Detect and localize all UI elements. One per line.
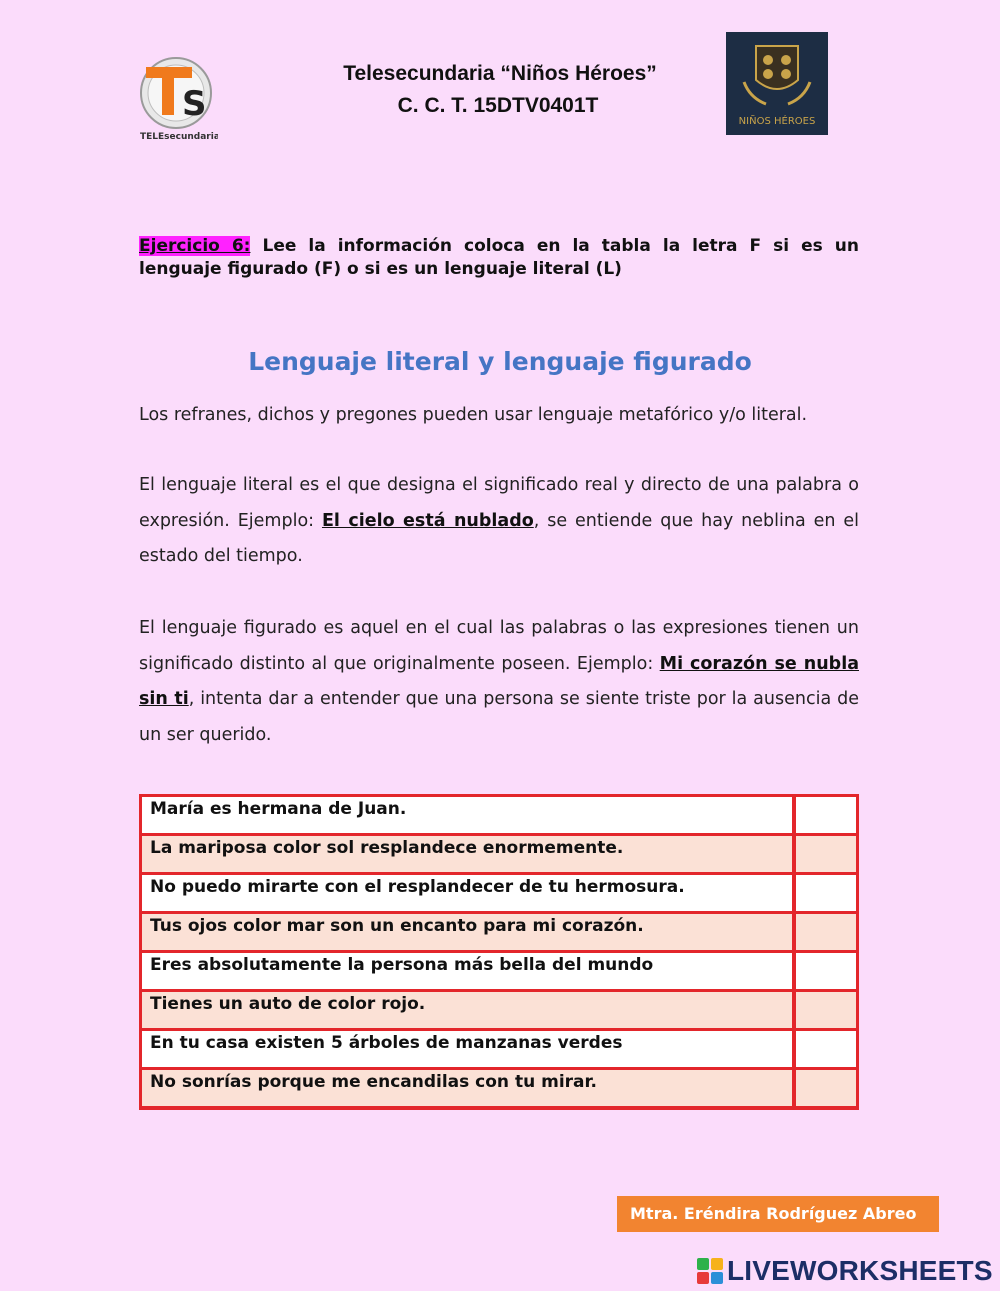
table-row <box>142 797 856 833</box>
answer-field[interactable] <box>796 875 856 911</box>
figurative-text-before: El lenguaje figurado es aquel en el cual las palabras o las expresiones tienen un significado distinto al que originalmente poseen. Ejemplo: <box>139 618 859 674</box>
table-row <box>142 1070 856 1106</box>
liveworksheets-icon <box>697 1258 723 1284</box>
liveworksheets-logo <box>697 1256 993 1286</box>
answer-field[interactable] <box>796 836 856 872</box>
exercise-instructions <box>139 235 859 281</box>
statement-text: En tu casa existen 5 árboles de manzanas verdes <box>142 1031 792 1067</box>
svg-text:TELEsecundaria: TELEsecundaria <box>140 132 218 142</box>
table-row <box>142 1031 856 1067</box>
exercise-label: Ejercicio 6: <box>139 236 251 256</box>
statement-text: No sonrías porque me encandilas con tu mirar. <box>142 1070 792 1106</box>
liveworksheets-brand: LIVEWORKSHEETS <box>727 1255 993 1286</box>
statement-text: Tienes un auto de color rojo. <box>142 992 792 1028</box>
table-row <box>142 836 856 872</box>
table-row <box>142 953 856 989</box>
literal-text-after: , se entiende que hay neblina en el estado del tiempo. <box>139 510 859 566</box>
intro-paragraph: Los refranes, dichos y pregones pueden usar lenguaje metafórico y/o literal. <box>139 405 808 425</box>
statement-text: María es hermana de Juan. <box>142 797 792 833</box>
school-name: Telesecundaria “Niños Héroes” <box>343 62 657 85</box>
figurative-example: Mi corazón se nubla sin ti <box>139 653 859 709</box>
instructions-text: Lee la información coloca en la tabla la letra F si es un lenguaje figurado (F) o si es un lenguaje literal (L) <box>139 236 859 279</box>
statement-text: Eres absolutamente la persona más bella del mundo <box>142 953 792 989</box>
exercise-table <box>139 794 859 1110</box>
statement-text: La mariposa color sol resplandece enormemente. <box>142 836 792 872</box>
literal-paragraph <box>139 468 859 575</box>
answer-field[interactable] <box>796 1031 856 1067</box>
answer-field[interactable] <box>796 914 856 950</box>
school-cct: C. C. T. 15DTV0401T <box>397 94 599 117</box>
svg-text:NIÑOS HÉROES: NIÑOS HÉROES <box>738 116 816 127</box>
svg-text:S: S <box>182 84 207 124</box>
author-label: Mtra. Eréndira Rodríguez Abreo <box>617 1196 939 1232</box>
table-row <box>142 875 856 911</box>
figurative-text-after: , intenta dar a entender que una persona se siente triste por la ausencia de un ser querido. <box>139 689 859 745</box>
answer-field[interactable] <box>796 1070 856 1106</box>
answer-field[interactable] <box>796 992 856 1028</box>
statement-text: Tus ojos color mar son un encanto para mi corazón. <box>142 914 792 950</box>
table-row <box>142 992 856 1028</box>
answer-field[interactable] <box>796 953 856 989</box>
literal-text-before: El lenguaje literal es el que designa el significado real y directo de una palabra o expresión. Ejemplo: <box>139 475 859 531</box>
literal-example: El cielo está nublado <box>321 510 534 531</box>
figurative-paragraph <box>139 611 859 753</box>
statement-text: No puedo mirarte con el resplandecer de tu hermosura. <box>142 875 792 911</box>
answer-field[interactable] <box>796 797 856 833</box>
table-row <box>142 914 856 950</box>
lesson-title: Lenguaje literal y lenguaje figurado <box>248 347 752 376</box>
